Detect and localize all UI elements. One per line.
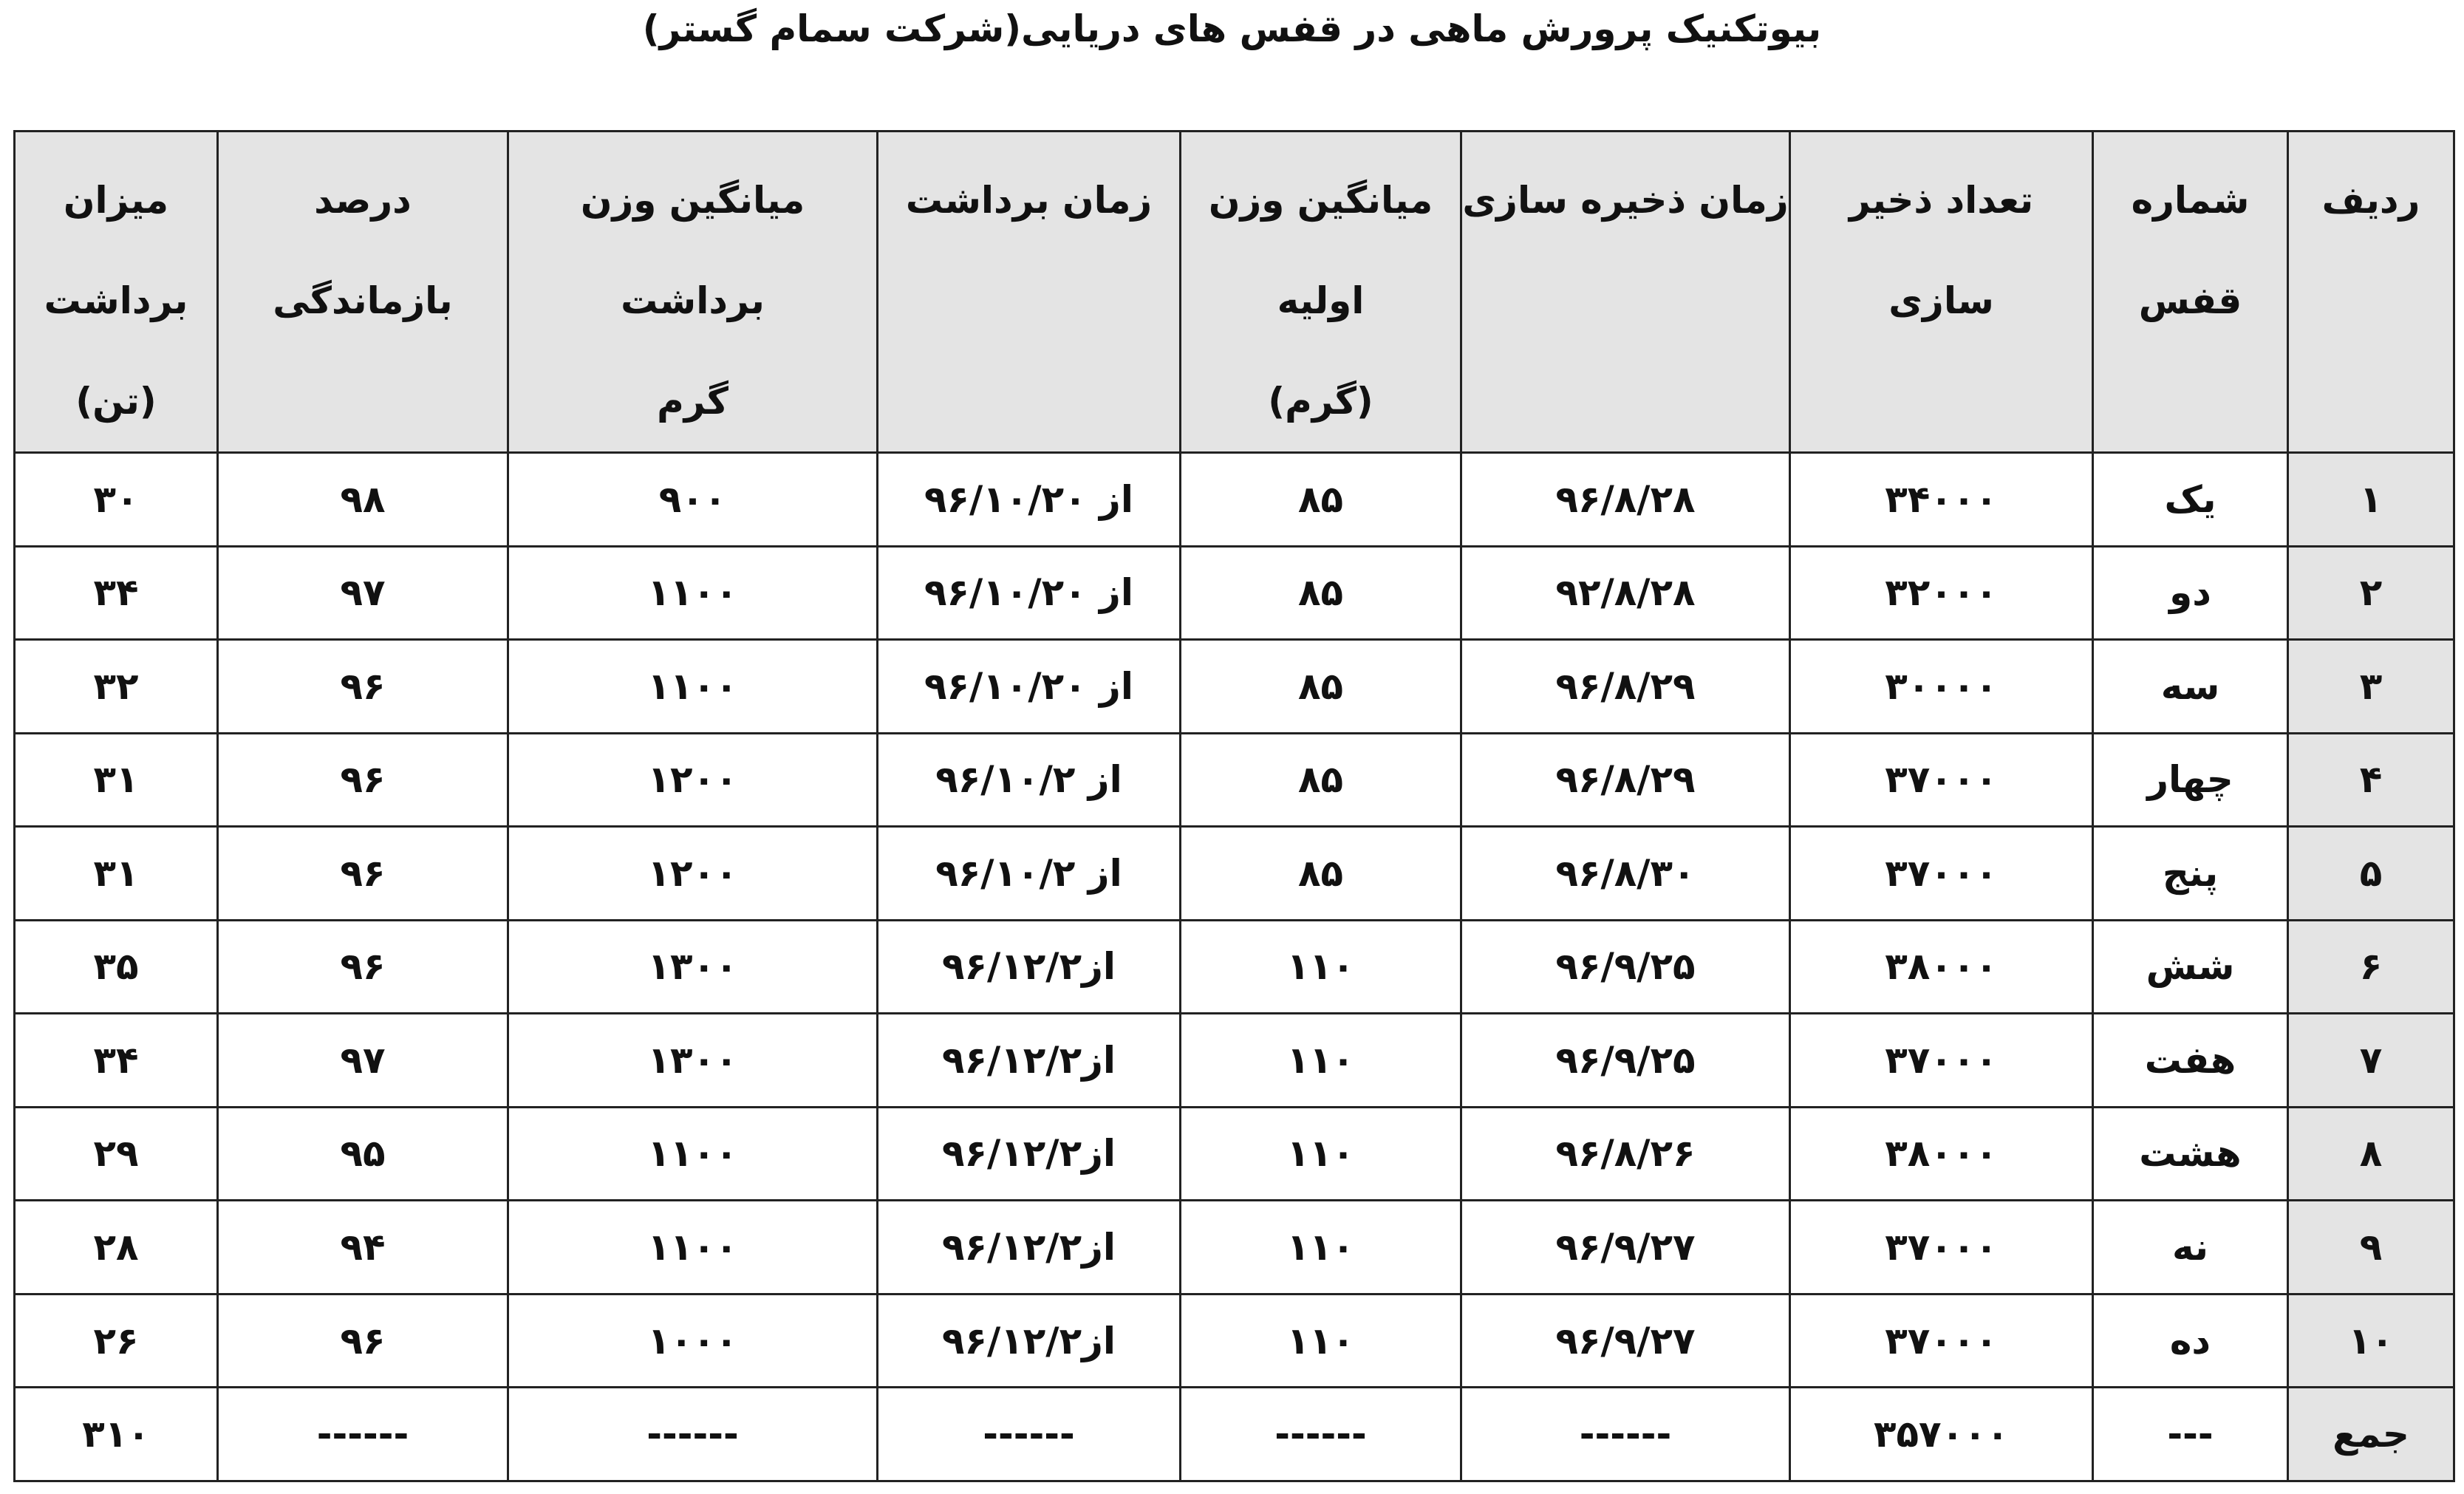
table-row (15, 920, 2454, 1014)
cell-cage-number: پنج (2093, 827, 2288, 921)
cell-stocking-date: ۹۶/۹/۲۵ (1461, 920, 1790, 1014)
cell-harvest-amount: ۳۱ (15, 827, 218, 921)
cell-harvest-date: از ۹۶/۱۰/۲ (878, 827, 1181, 921)
cell-cage-number: نه (2093, 1201, 2288, 1295)
cell-harvest-date: از۹۶/۱۲/۲ (878, 920, 1181, 1014)
cell-stocking-date: ۹۶/۸/۲۹ (1461, 640, 1790, 734)
cell-cage-number: ده (2093, 1294, 2288, 1388)
cell-harvest-date: از ۹۶/۱۰/۲۰ (878, 453, 1181, 547)
total-cell-harvest-weight: ------ (508, 1388, 878, 1481)
cell-stocking-count: ۳۷۰۰۰ (1790, 1014, 2093, 1108)
cell-cage-number: دو (2093, 546, 2288, 640)
cell-initial-weight: ۱۱۰ (1181, 1201, 1461, 1295)
cell-cage-number: هفت (2093, 1014, 2288, 1108)
total-row (15, 1388, 2454, 1481)
cell-stocking-date: ۹۶/۸/۲۹ (1461, 733, 1790, 827)
table-row (15, 640, 2454, 734)
cell-harvest-weight: ۱۲۰۰ (508, 733, 878, 827)
table-row (15, 546, 2454, 640)
cell-cage-number: چهار (2093, 733, 2288, 827)
cell-survival-rate: ۹۶ (218, 827, 508, 921)
cell-stocking-count: ۳۸۰۰۰ (1790, 1107, 2093, 1201)
cell-harvest-date: از۹۶/۱۲/۲ (878, 1294, 1181, 1388)
cell-initial-weight: ۸۵ (1181, 827, 1461, 921)
cell-stocking-count: ۳۴۰۰۰ (1790, 453, 2093, 547)
cell-survival-rate: ۹۷ (218, 546, 508, 640)
cell-stocking-count: ۳۲۰۰۰ (1790, 546, 2093, 640)
cell-harvest-date: از۹۶/۱۲/۲ (878, 1201, 1181, 1295)
header-row-number: ردیف (2288, 132, 2454, 453)
cell-row-number: ۴ (2288, 733, 2454, 827)
total-cell-initial-weight: ------ (1181, 1388, 1461, 1481)
table-row (15, 1201, 2454, 1295)
cell-harvest-amount: ۲۹ (15, 1107, 218, 1201)
header-stocking-count: تعداد ذخیر سازی (1790, 132, 2093, 453)
total-cell-stocking-count: ۳۵۷۰۰۰ (1790, 1388, 2093, 1481)
table-row (15, 453, 2454, 547)
cell-survival-rate: ۹۷ (218, 1014, 508, 1108)
table-row (15, 827, 2454, 921)
cell-harvest-weight: ۱۰۰۰ (508, 1294, 878, 1388)
cell-harvest-weight: ۱۱۰۰ (508, 546, 878, 640)
cell-harvest-amount: ۳۵ (15, 920, 218, 1014)
total-cell-harvest-date: ------ (878, 1388, 1181, 1481)
total-cell-cage-number: --- (2093, 1388, 2288, 1481)
cell-cage-number: یک (2093, 453, 2288, 547)
cell-harvest-amount: ۳۱ (15, 733, 218, 827)
cell-stocking-date: ۹۶/۸/۳۰ (1461, 827, 1790, 921)
cell-harvest-amount: ۲۶ (15, 1294, 218, 1388)
cell-survival-rate: ۹۶ (218, 733, 508, 827)
cell-initial-weight: ۸۵ (1181, 733, 1461, 827)
total-cell-row-number: جمع (2288, 1388, 2454, 1481)
cell-stocking-count: ۳۸۰۰۰ (1790, 920, 2093, 1014)
cell-stocking-count: ۳۷۰۰۰ (1790, 733, 2093, 827)
cell-harvest-date: از ۹۶/۱۰/۲۰ (878, 640, 1181, 734)
cell-row-number: ۶ (2288, 920, 2454, 1014)
table-row (15, 1014, 2454, 1108)
cell-stocking-count: ۳۷۰۰۰ (1790, 827, 2093, 921)
cell-harvest-amount: ۳۲ (15, 640, 218, 734)
cell-harvest-amount: ۲۸ (15, 1201, 218, 1295)
cell-stocking-date: ۹۶/۸/۲۸ (1461, 453, 1790, 547)
cell-stocking-date: ۹۶/۸/۲۶ (1461, 1107, 1790, 1201)
cell-row-number: ۲ (2288, 546, 2454, 640)
cell-initial-weight: ۸۵ (1181, 640, 1461, 734)
header-survival-rate: درصد بازماندگی (218, 132, 508, 453)
cell-row-number: ۳ (2288, 640, 2454, 734)
cell-harvest-weight: ۱۱۰۰ (508, 1201, 878, 1295)
cell-survival-rate: ۹۶ (218, 920, 508, 1014)
cell-harvest-weight: ۱۲۰۰ (508, 827, 878, 921)
cell-cage-number: هشت (2093, 1107, 2288, 1201)
cell-survival-rate: ۹۶ (218, 1294, 508, 1388)
cell-survival-rate: ۹۵ (218, 1107, 508, 1201)
cell-initial-weight: ۱۱۰ (1181, 920, 1461, 1014)
cell-harvest-amount: ۳۴ (15, 1014, 218, 1108)
cell-harvest-weight: ۱۳۰۰ (508, 920, 878, 1014)
cell-initial-weight: ۱۱۰ (1181, 1294, 1461, 1388)
cell-harvest-weight: ۱۳۰۰ (508, 1014, 878, 1108)
cell-stocking-date: ۹۲/۸/۲۸ (1461, 546, 1790, 640)
cell-initial-weight: ۸۵ (1181, 546, 1461, 640)
table-row (15, 1107, 2454, 1201)
fish-cage-table (13, 130, 2455, 1482)
cell-row-number: ۵ (2288, 827, 2454, 921)
total-cell-survival-rate: ------ (218, 1388, 508, 1481)
cell-stocking-count: ۳۷۰۰۰ (1790, 1201, 2093, 1295)
cell-stocking-date: ۹۶/۹/۲۵ (1461, 1014, 1790, 1108)
cell-cage-number: شش (2093, 920, 2288, 1014)
cell-harvest-date: از ۹۶/۱۰/۲ (878, 733, 1181, 827)
total-cell-stocking-date: ------ (1461, 1388, 1790, 1481)
header-stocking-date: زمان ذخیره سازی (1461, 132, 1790, 453)
cell-harvest-date: از۹۶/۱۲/۲ (878, 1014, 1181, 1108)
cell-initial-weight: ۱۱۰ (1181, 1107, 1461, 1201)
table-row (15, 1294, 2454, 1388)
total-cell-harvest-amount: ۳۱۰ (15, 1388, 218, 1481)
cell-harvest-weight: ۱۱۰۰ (508, 1107, 878, 1201)
cell-row-number: ۹ (2288, 1201, 2454, 1295)
header-row (15, 132, 2454, 453)
cell-survival-rate: ۹۸ (218, 453, 508, 547)
cell-survival-rate: ۹۶ (218, 640, 508, 734)
header-harvest-date: زمان برداشت (878, 132, 1181, 453)
cell-stocking-date: ۹۶/۹/۲۷ (1461, 1294, 1790, 1388)
cell-cage-number: سه (2093, 640, 2288, 734)
header-initial-weight: میانگین وزن اولیه (گرم) (1181, 132, 1461, 453)
document-title: بیوتکنیک پرورش ماهی در قفس های دریایی(شرکت سمام گستر) (642, 7, 1822, 50)
cell-harvest-weight: ۱۱۰۰ (508, 640, 878, 734)
cell-stocking-count: ۳۰۰۰۰ (1790, 640, 2093, 734)
cell-stocking-date: ۹۶/۹/۲۷ (1461, 1201, 1790, 1295)
cell-harvest-date: از۹۶/۱۲/۲ (878, 1107, 1181, 1201)
table-row (15, 733, 2454, 827)
header-cage-number: شماره قفس (2093, 132, 2288, 453)
cell-initial-weight: ۸۵ (1181, 453, 1461, 547)
cell-harvest-amount: ۳۰ (15, 453, 218, 547)
header-harvest-weight: میانگین وزن برداشت گرم (508, 132, 878, 453)
cell-harvest-weight: ۹۰۰ (508, 453, 878, 547)
header-harvest-amount: میزان برداشت (تن) (15, 132, 218, 453)
cell-survival-rate: ۹۴ (218, 1201, 508, 1295)
cell-stocking-count: ۳۷۰۰۰ (1790, 1294, 2093, 1388)
cell-initial-weight: ۱۱۰ (1181, 1014, 1461, 1108)
cell-row-number: ۸ (2288, 1107, 2454, 1201)
cell-row-number: ۱ (2288, 453, 2454, 547)
cell-row-number: ۷ (2288, 1014, 2454, 1108)
cell-harvest-amount: ۳۴ (15, 546, 218, 640)
cell-row-number: ۱۰ (2288, 1294, 2454, 1388)
cell-harvest-date: از ۹۶/۱۰/۲۰ (878, 546, 1181, 640)
